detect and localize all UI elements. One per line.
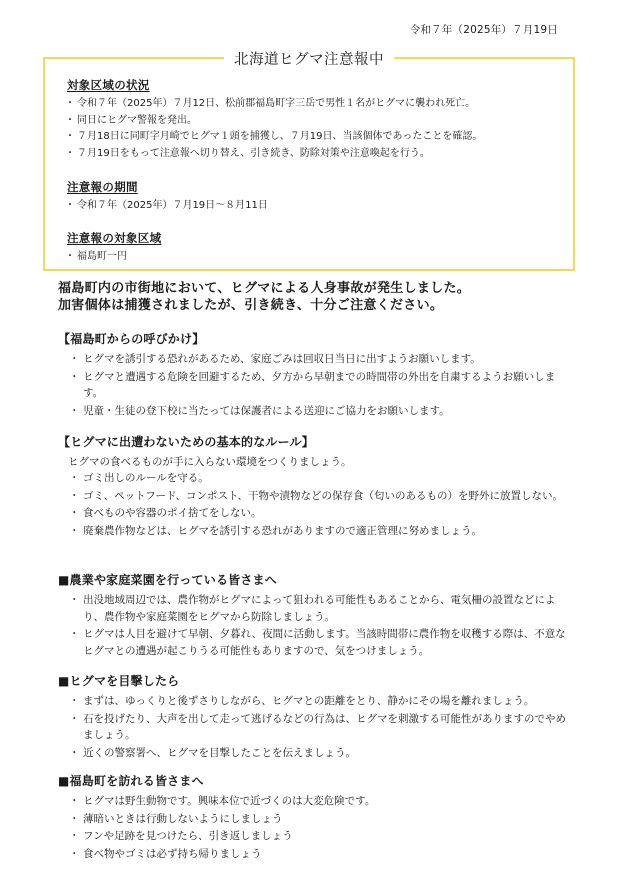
list-item: ・ 石を投げたり、大声を出して走って逃げるなどの行為は、ヒグマを刺激する可能性がありますのでやめましょう。 bbox=[58, 711, 568, 744]
list-item: ・ ヒグマを誘引する恐れがあるため、家庭ごみは回収日当日に出すようお願いします。 bbox=[58, 351, 568, 368]
area-item: ・ 福島町一円 bbox=[67, 249, 161, 266]
list-item: ・ 出没地域周辺では、農作物がヒグマによって狙われる可能性もあることから、電気柵の設置などにより、農作物や家庭菜園をヒグマから防除しましょう。 bbox=[58, 592, 568, 625]
list-item: ・ ヒグマは野生動物です。興味本位で近づくのは大変危険です。 bbox=[58, 793, 568, 810]
status-heading: 対象区域の状況 bbox=[67, 78, 150, 92]
list-item: ・ ヒグマは人目を避けて早朝、夕暮れ、夜間に活動します。当該時間帯に農作物を収穫する際は、不意なヒグマとの遭遇が起こりうる可能性もありますので、気をつけましょう。 bbox=[58, 626, 568, 659]
visitors-section bbox=[58, 772, 568, 863]
issue-date: 令和７年（2025年）７月19日 bbox=[409, 24, 558, 36]
list-item: ・ ヒグマと遭遇する危険を回避するため、夕方から早朝までの時間帯の外出を自粛するようお願いします。 bbox=[58, 369, 568, 402]
period-heading: 注意報の期間 bbox=[67, 180, 138, 194]
sighting-section bbox=[58, 672, 568, 762]
list-item: ・ まずは、ゆっくりと後ずさりしながら、ヒグマとの距離をとり、静かにその場を離れましょう。 bbox=[58, 693, 568, 710]
headline bbox=[58, 280, 470, 314]
list-item: ・ ゴミ出しのルールを守る。 bbox=[58, 470, 568, 487]
rules-intro: ヒグマの食べるものが手に入らない環境をつくりましょう。 bbox=[68, 456, 352, 468]
alert-title: 北海道ヒグマ注意報中 bbox=[224, 48, 394, 69]
alert-box bbox=[43, 52, 575, 271]
list-item: ・ 薄暗いときは行動しないようにしましょう bbox=[58, 811, 568, 828]
list-item: ・ ゴミ、ペットフード、コンポスト、干物や漬物などの保存食（匂いのあるもの）を野外に放置しない。 bbox=[58, 488, 568, 505]
area-section bbox=[67, 230, 161, 266]
call-section bbox=[58, 330, 568, 420]
list-item: ・ 食べものや容器のポイ捨てをしない。 bbox=[58, 505, 568, 522]
visitors-heading: ■福島町を訪れる皆さまへ bbox=[58, 774, 204, 788]
period-section bbox=[67, 179, 268, 215]
status-item: ・ 令和７年（2025年）７月12日、松前郡福島町字三岳で男性１名がヒグマに襲われ死亡。 bbox=[67, 96, 482, 113]
list-item: ・ 近くの警察署へ、ヒグマを目撃したことを伝えましょう。 bbox=[58, 745, 568, 762]
status-item: ・ ７月19日をもって注意報へ切り替え、引き続き、防除対策や注意喚起を行う。 bbox=[67, 146, 482, 163]
list-item: ・ 児童・生徒の登下校に当たっては保護者による送迎にご協力をお願いします。 bbox=[58, 403, 568, 420]
rules-heading: 【ヒグマに出遭わないための基本的なルール】 bbox=[58, 435, 314, 449]
period-item: ・ 令和７年（2025年）７月19日～８月11日 bbox=[67, 198, 268, 215]
sighting-heading: ■ヒグマを目撃したら bbox=[58, 674, 180, 688]
call-heading: 【福島町からの呼びかけ】 bbox=[58, 332, 205, 346]
farm-heading: ■農業や家庭菜園を行っている皆さまへ bbox=[58, 573, 277, 587]
status-item: ・ ７月18日に同町字月崎でヒグマ１頭を捕獲し、７月19日、当該個体であったことを確認。 bbox=[67, 129, 482, 146]
headline-line: 福島町内の市街地において、ヒグマによる人身事故が発生しました。 bbox=[58, 281, 471, 296]
status-section bbox=[67, 77, 482, 162]
status-item: ・ 同日にヒグマ警報を発出。 bbox=[67, 113, 482, 130]
list-item: ・ 廃棄農作物などは、ヒグマを誘引する恐れがありますので適正管理に努めましょう。 bbox=[58, 523, 568, 540]
farm-section bbox=[58, 571, 568, 660]
list-item: ・ フンや足跡を見つけたら、引き返しましょう bbox=[58, 828, 568, 845]
rules-section bbox=[58, 433, 568, 540]
area-heading: 注意報の対象区域 bbox=[67, 231, 162, 245]
list-item: ・ 食べ物やゴミは必ず持ち帰りましょう bbox=[58, 846, 568, 863]
headline-line: 加害個体は捕獲されましたが、引き続き、十分ご注意ください。 bbox=[58, 298, 444, 313]
